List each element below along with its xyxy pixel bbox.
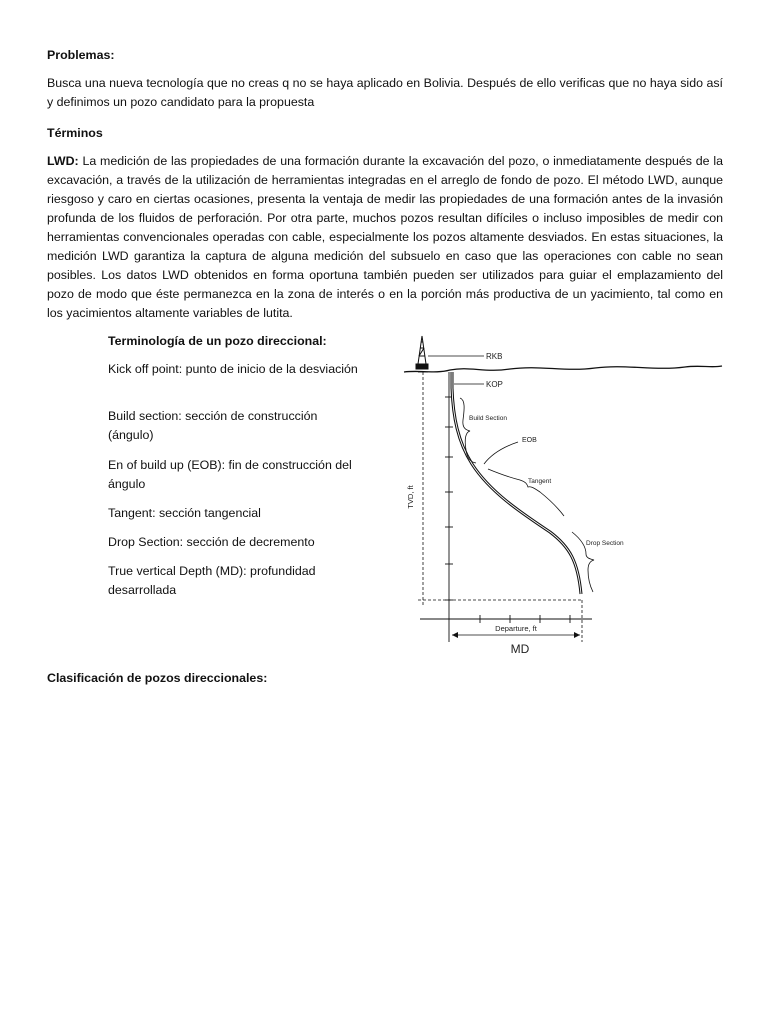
lwd-paragraph <box>47 152 723 323</box>
problemas-heading: Problemas: <box>47 48 115 62</box>
drop-section-label: Drop Section <box>586 540 624 547</box>
ground-line <box>404 366 722 372</box>
kop-label: KOP <box>486 380 503 389</box>
clasificacion-heading: Clasificación de pozos direccionales: <box>47 671 268 685</box>
tvd-axis-label: TVD, ft <box>406 485 415 509</box>
lwd-label: LWD: <box>47 154 79 168</box>
term-drop-section: Drop Section: sección de decremento <box>108 535 315 549</box>
directional-well-diagram <box>400 332 730 662</box>
departure-axis-label: Departure, ft <box>495 624 537 633</box>
rkb-label: RKB <box>486 352 503 361</box>
problemas-paragraph: Busca una nueva tecnología que no creas q no se haya aplicado en Bolivia. Después de ello verificas que no haya sido así y definimos un pozo candidato para la propuesta <box>47 76 723 109</box>
drilling-rig-icon <box>416 336 428 369</box>
term-kick-off-point: Kick off point: punto de inicio de la desviación <box>108 362 358 376</box>
term-end-of-build: En of build up (EOB): fin de construcción del ángulo <box>108 458 352 491</box>
term-build-section: Build section: sección de construcción (ángulo) <box>108 409 318 442</box>
lwd-text: La medición de las propiedades de una formación durante la excavación del pozo, o inmediatamente después de la excavación, a través de la utilización de herramientas integradas en el arreglo de fondo de pozo. El método LWD, aunque riesgoso y caro en ciertas ocasiones, presenta la ventaja de medir las propiedades de una formación antes de la invasión profunda de los fluidos de perforación. Por otra parte, muchos pozos resultan difíciles o incluso imposibles de medir con herramientas convencionales operadas con cable, especialmente los pozos altamente desviados. En estas situaciones, la medición LWD garantiza la captura de alguna medición del subsuelo en caso que las operaciones con cable no sean posibles. Los datos LWD obtenidos en forma oportuna también pueden ser utilizados para guiar el emplazamiento del pozo de modo que éste permanezca en la zona de interés o en la porción más productiva de un yacimiento, tal como en los yacimientos altamente variables de lutita. <box>47 154 723 320</box>
md-label: MD <box>510 642 530 656</box>
term-true-vertical-depth: True vertical Depth (MD): profundidad desarrollada <box>108 564 316 597</box>
build-section-label: Build Section <box>469 415 507 422</box>
terminos-heading: Términos <box>47 126 103 140</box>
well-path <box>452 372 581 594</box>
tangent-label: Tangent <box>528 478 552 485</box>
eob-label: EOB <box>522 437 537 444</box>
term-tangent: Tangent: sección tangencial <box>108 506 261 520</box>
terminology-heading: Terminología de un pozo direccional: <box>108 334 327 348</box>
